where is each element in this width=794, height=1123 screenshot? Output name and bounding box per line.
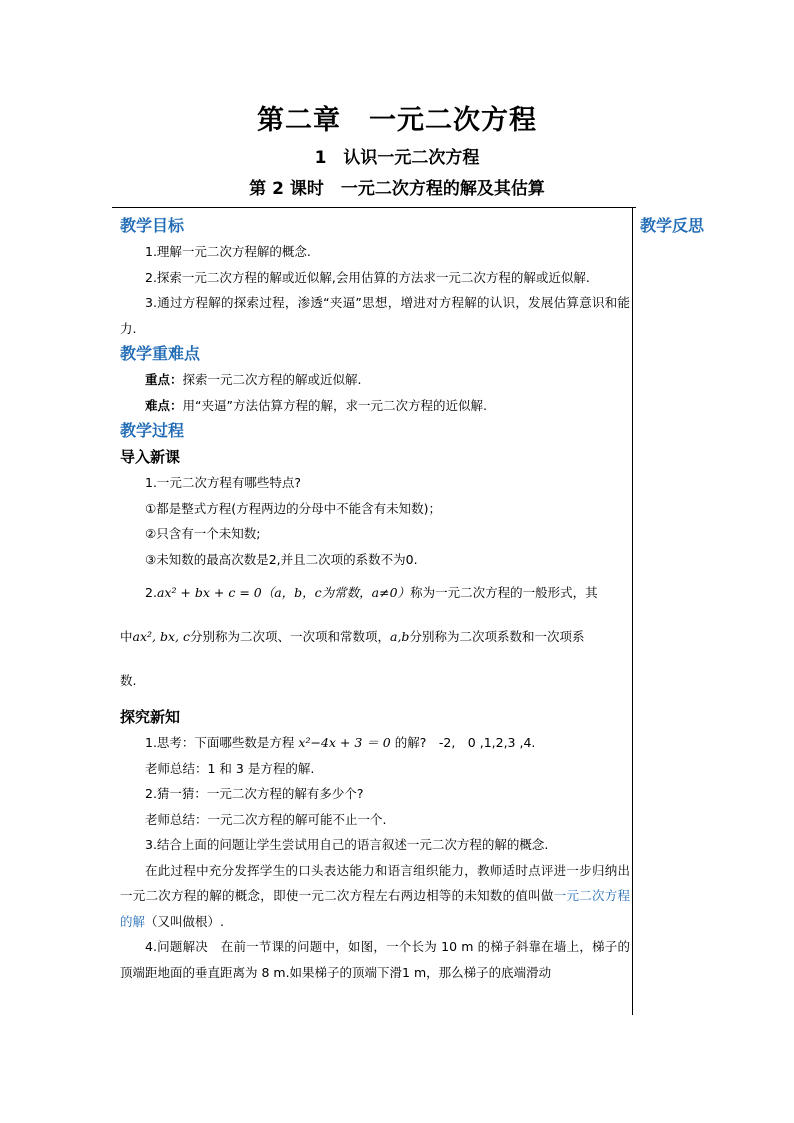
table-column-divider [632,207,633,1015]
q2-text-4: 分别称为二次项系数和一次项系 [409,629,585,644]
difficult-point [120,393,630,419]
explore-summary-1: 老师总结：1 和 3 是方程的解. [145,760,315,776]
table-top-border [112,207,636,208]
explore-summary-2: 老师总结：一元二次方程的解可能不止一个. [145,811,387,827]
general-form-formula: ax² + bx + c = 0（a，b，c为常数，a≠0） [156,585,411,600]
q2-text-3: 分别称为二次项、一次项和常数项， [189,629,390,644]
task3-detail-text-2: （又叫做根）. [145,913,224,929]
explore-task-4: 4.问题解决 在前一节课的问题中，如图，一个长为 10 m 的梯子斜靠在墙上，梯子的顶端距地面的垂直距离为 8 m.如果梯子的顶端下滑1 m，那么梯子的底端滑动 [120,939,630,980]
intro-feature-1: ①都是整式方程(方程两边的分母中不能含有未知数)； [145,500,441,516]
intro-question-2-line3: 数. [120,673,137,688]
key-point [120,367,630,393]
intro-question-2 [120,578,630,608]
explore-task-3: 3.结合上面的问题让学生尝试用自己的语言叙述一元二次方程的解的概念. [145,837,549,852]
task1-text-1: 1.思考：下面哪些数是方程 [145,735,295,750]
goal-item-2: 2.探索一元二次方程的解或近似解,会用估算的方法求一元二次方程的解或近似解. [145,269,590,285]
q2-text-2: 中 [120,629,133,644]
difficult-point-text: 用“夹逼”方法估算方程的解，求一元二次方程的近似解. [182,397,487,413]
intro-question-1: 1.一元二次方程有哪些特点? [145,475,302,490]
intro-heading: 导入新课 [120,448,181,466]
term-names: ax², bx, c [132,629,190,644]
reflection-heading: 教学反思 [640,216,705,235]
explore-task-1 [120,730,630,756]
lesson-title: 第 2 课时 一元二次方程的解及其估算 [249,179,545,199]
solution-definition-term: 一元二次方程的解 [120,888,630,929]
keypoints-heading: 教学重难点 [120,344,201,363]
coefficient-names: a,b [390,629,410,644]
goals-heading: 教学目标 [120,216,185,235]
explore-task-3-detail [120,858,630,935]
goal-item-1: 1.理解一元二次方程解的概念. [145,244,311,259]
section-title: 1 认识一元二次方程 [314,148,480,168]
explore-heading: 探究新知 [120,708,181,726]
q2-number: 2. [145,585,157,600]
chapter-title: 第二章 一元二次方程 [257,105,537,136]
explore-task-2: 2.猜一猜：一元二次方程的解有多少个? [145,786,364,801]
process-heading: 教学过程 [120,421,185,440]
key-point-text: 探索一元二次方程的解或近似解. [182,372,362,387]
goal-item-3: 3.通过方程解的探索过程，渗透“夹逼”思想，增进对方程解的认识，发展估算意识和能力. [120,295,630,336]
intro-question-2-line2 [120,622,630,652]
key-point-label: 重点： [145,372,183,387]
task1-text-2: 的解? -2, 0 ,1,2,3 ,4. [394,735,536,750]
intro-feature-2: ②只含有一个未知数; [145,526,261,541]
intro-feature-3: ③未知数的最高次数是2,并且二次项的系数不为0. [145,551,418,567]
main-content [120,213,630,985]
task1-equation: x²−4x + 3 ＝ 0 [298,735,391,750]
task3-detail-text-1: 在此过程中充分发挥学生的口头表达能力和语言组织能力，教师适时点评进一步归纳出一元二次方程的解的概念，即使一元二次方程左右两边相等的未知数的值叫做 [120,862,630,903]
difficult-point-label: 难点： [145,397,183,413]
q2-text-1: 称为一元二次方程的一般形式，其 [410,585,598,600]
